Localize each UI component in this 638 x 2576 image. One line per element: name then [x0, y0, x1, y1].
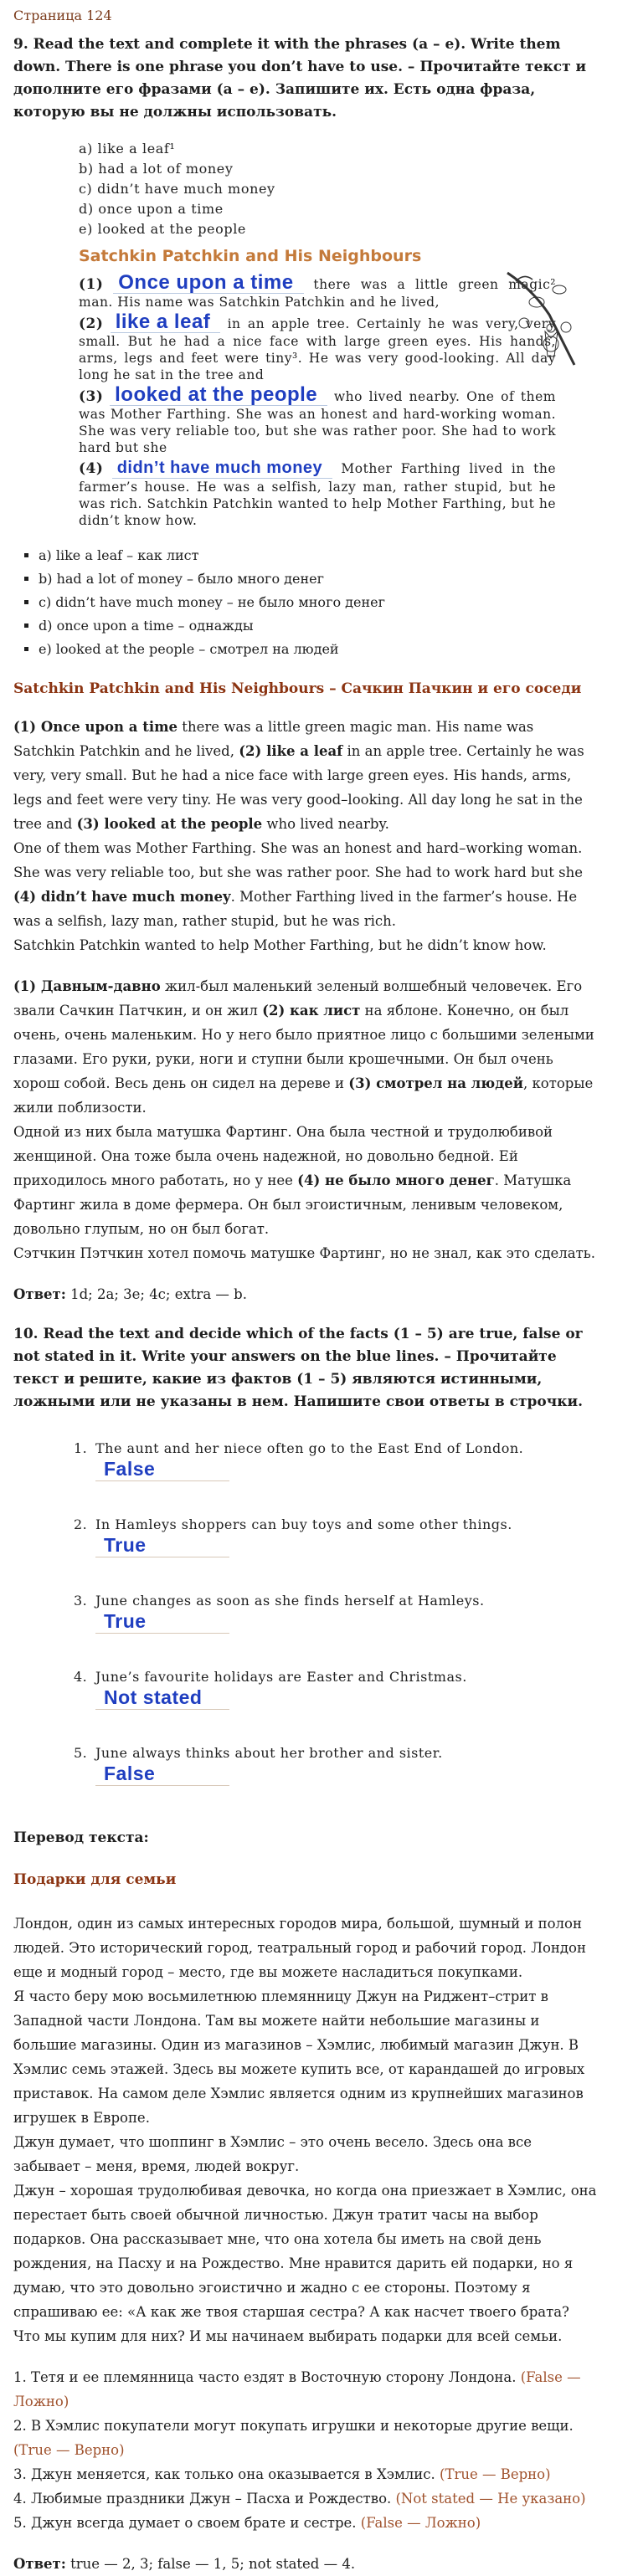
translation-label: Перевод текста: [13, 1829, 149, 1846]
item-text: June changes as soon as she finds herself at Hamleys. [95, 1593, 485, 1609]
section-title: Satchkin Patchkin and His Neighbours – Сачкин Пачкин и его соседи [13, 680, 582, 697]
option-a: a) like a leaf¹ [79, 141, 176, 157]
translation-para: Я часто беру мою восьмилетнюю племянницу Джун на Риджент–стрит в Западной части Лондона. Там вы можете найти небольшие магазины и большие магазины. Один из магазинов – Хэмлис, любимый магазин Джун. В Хэмлис семь этажей. Здесь вы можете купить все, от карандашей до игровых приставок. На самом деле Хэмлис является одним из крупнейших магазинов игрушек в Европе. [13, 1988, 585, 2126]
text: 2. В Хэмлис покупатели могут покупать игрушки и некоторые другие вещи. [13, 2418, 574, 2434]
en-para-3: Satchkin Patchkin wanted to help Mother Farthing, but he didn’t know how. [13, 937, 547, 953]
verdict: (True — Верно) [440, 2466, 551, 2482]
translation-para: Джун – хорошая трудолюбивая девочка, но когда она приезжает в Хэмлис, она перестает быть своей обычной личностью. Джун тратит часы на выбор подарков. Она рассказывает мне, что она хотела бы иметь на свой день рождения, на Пасху и на Рождество. Мне нравится дарить ей подарки, но я думаю, что это довольно эгоистично и жадно с ее стороны. Поэтому я спрашиваю ее: «А как же твоя старшая сестра? А как насчет твоего брата? Что мы купим для них? И мы начинаем выбирать подарки для всей семьи. [13, 2183, 597, 2344]
blank-number: (4) [79, 460, 104, 477]
ru-para-2 [13, 1120, 598, 1241]
item-number: 5. [74, 1745, 88, 1761]
blank-number: (2) [79, 316, 104, 332]
item-text: June always thinks about her brother and sister. [95, 1745, 443, 1761]
text: One of them was Mother Farthing. She was an honest and hard–working woman. She was very reliable too, but she was rather poor. She had to work hard but she [13, 840, 584, 880]
tf-translated-item [13, 2486, 598, 2511]
task10-answer [13, 2552, 598, 2576]
strong: (1) Давным-давно [13, 978, 161, 994]
blank-number: (1) [79, 276, 104, 293]
tf-translated-item [13, 2511, 598, 2535]
translation-para: Джун думает, что шоппинг в Хэмлис – это очень весело. Здесь она все забывает – меня, время, людей вокруг. [13, 2134, 532, 2174]
en-para-1 [13, 715, 598, 836]
tf-answer-1: False [95, 1459, 229, 1481]
text: in an apple tree. Certainly he was very, very small. But he had a nice face with large green eyes. His hands, arms, legs and feet were very tiny. He was very good–looking. All day long he sat in the tree and [13, 743, 584, 832]
tf-answer-2: True [95, 1535, 229, 1557]
text: 1. Тетя и ее племянница часто ездят в Восточную сторону Лондона. [13, 2369, 521, 2385]
strong: (3) looked at the people [76, 816, 263, 832]
item-number: 2. [74, 1516, 88, 1532]
verdict: (False — Ложно) [360, 2515, 481, 2531]
story-text: Mother Farthing lived in the farmer’s house. He was a selfish, lazy man, rather stupid, but he was rich. Satchkin Patchkin wanted to help Mother Farthing, but he didn’t know how. [79, 461, 556, 528]
answer-value: 1d; 2a; 3e; 4c; extra — b. [65, 1286, 247, 1302]
option-e: e) looked at the people [79, 221, 246, 237]
story-para-2 [79, 310, 556, 383]
textbook-scan [13, 139, 598, 529]
answer-blank-4: didn’t have much money [112, 459, 332, 479]
answer-label: Ответ: [13, 2556, 66, 2572]
answer-blank-2: like a leaf [111, 314, 221, 333]
tf-item-4 [74, 1667, 564, 1743]
verdict: (False — Ложно) [13, 2369, 581, 2409]
tf-item-5 [74, 1743, 564, 1786]
apple-tree-illustration [499, 264, 583, 382]
story-para-4 [79, 459, 556, 529]
text: who lived nearby. [262, 816, 389, 832]
answer-blank-3: looked at the people [110, 387, 327, 406]
strong: (2) like a leaf [239, 743, 343, 759]
tf-answer-5: False [95, 1763, 229, 1786]
vocab-list [13, 544, 598, 661]
blank-number: (3) [79, 388, 104, 405]
text: there was a little green magic man. His name was Satchkin Patchkin and he lived, [13, 719, 534, 759]
item-number: 4. [74, 1669, 88, 1685]
story-text: who lived nearby. One of them was Mother Farthing. She was an honest and hard-working woman. She was very reliable too, but she was rather poor. She had to work hard but she [79, 389, 556, 455]
task9-title: 9. Read the text and complete it with the phrases (a – e). Write them down. There is one phrase you don’t have to use. – Прочитайте текст и дополните его фразами (a – e). Запишите их. Есть одна фраза, которую вы не должны использовать. [13, 36, 587, 121]
story-heading: Satchkin Patchkin and His Neighbours [79, 247, 422, 265]
vocab-item: ▪ b) had a lot of money – было много денег [39, 567, 598, 591]
text: . Mother Farthing lived in the farmer’s house. He was a selfish, lazy man, rather stupid, but he was rich. [13, 889, 578, 929]
tf-answer-4: Not stated [95, 1687, 229, 1710]
phrase-options [79, 139, 598, 239]
true-false-list [13, 1439, 598, 1786]
option-d: d) once upon a time [79, 201, 224, 217]
item-number: 3. [74, 1593, 88, 1609]
item-text: June’s favourite holidays are Easter and Christmas. [95, 1669, 467, 1685]
strong: (4) didn’t have much money [13, 889, 231, 905]
task10-title: 10. Read the text and decide which of the facts (1 – 5) are true, false or not stated in it. Write your answers on the blue lines. – Прочитайте текст и решите, какие из фактов (1 – 5) являются истинными, ложными или не указаны в нем. Напишите свои ответы в строчки. [13, 1326, 583, 1410]
en-para-2 [13, 836, 598, 933]
tf-item-1 [74, 1439, 564, 1515]
english-text [13, 715, 598, 957]
text: Одной из них была матушка Фартинг. Она была честной и трудолюбивой женщиной. Она тоже была очень надежной, но довольно бедной. Ей приходилось много работать, но у нее [13, 1124, 553, 1188]
vocab-item: ▪ e) looked at the people – смотрел на людей [39, 638, 598, 661]
option-c: c) didn’t have much money [79, 181, 275, 197]
text: 4. Любимые праздники Джун – Пасха и Рождество. [13, 2491, 396, 2507]
ru-para-3: Сэтчкин Пэтчкин хотел помочь матушке Фартинг, но не знал, как это сделать. [13, 1245, 595, 1261]
verdict: (True — Верно) [13, 2442, 125, 2458]
vocab-item: ▪ d) once upon a time – однажды [39, 614, 598, 638]
text: жил-был маленький зеленый волшебный человечек. Его звали Сачкин Патчкин, и он жил [13, 978, 583, 1019]
text: 3. Джун меняется, как только она оказывается в Хэмлис. [13, 2466, 440, 2482]
answer-blank-1: Once upon a time [113, 275, 303, 294]
tf-translated-list [13, 2365, 598, 2535]
text: на яблоне. Конечно, он был очень, очень маленьким. Но у него было приятное лицо с большими зелеными глазами. Его руки, руки, ноги и ступни были крошечными. Он был очень хорош собой. Весь день он сидел на дереве и [13, 1003, 594, 1091]
story-text: in an apple tree. Certainly he was very, very small. But he had a nice face with large green eyes. His hands, arms, legs and feet were tiny³. He was very good-looking. All day long he sat in the tree and [79, 316, 556, 382]
gift-title: Подарки для семьи [13, 1871, 177, 1888]
item-text: The aunt and her niece often go to the East End of London. [95, 1440, 524, 1456]
text: 5. Джун всегда думает о своем брате и сестре. [13, 2515, 361, 2531]
strong: (1) Once upon a time [13, 719, 178, 735]
tf-item-2 [74, 1515, 564, 1591]
item-text: In Hamleys shoppers can buy toys and some other things. [95, 1516, 512, 1532]
tf-translated-item [13, 2365, 598, 2414]
strong: (3) смотрел на людей [348, 1075, 523, 1091]
verdict: (Not stated — Не указано) [395, 2491, 586, 2507]
answer-label: Ответ: [13, 1286, 66, 1302]
tf-translated-item [13, 2414, 598, 2462]
translation-para: Лондон, один из самых интересных городов мира, большой, шумный и полон людей. Это исторический город, театральный город и рабочий город. Лондон еще и модный город – место, где вы можете насладиться покупками. [13, 1916, 586, 1980]
story-para-1 [79, 271, 556, 310]
text: . Матушка Фартинг жила в доме фермера. Он был эгоистичным, ленивым человеком, довольно глупым, но он был богат. [13, 1173, 572, 1237]
ru-para-1 [13, 974, 598, 1120]
item-number: 1. [74, 1440, 88, 1456]
story-para-3 [79, 383, 556, 456]
page-number: Страница 124 [13, 8, 112, 23]
vocab-item: ▪ c) didn’t have much money – не было много денег [39, 591, 598, 614]
tf-answer-3: True [95, 1611, 229, 1634]
answer-value: true — 2, 3; false — 1, 5; not stated — 4. [65, 2556, 356, 2572]
story-text: there was a little green magic² man. His name was Satchkin Patchkin and he lived, [79, 277, 556, 310]
russian-text [13, 974, 598, 1265]
strong: (4) не было много денег [297, 1173, 495, 1188]
option-b: b) had a lot of money [79, 161, 234, 177]
tf-item-3 [74, 1591, 564, 1667]
task9-answer [13, 1282, 598, 1306]
strong: (2) как лист [262, 1003, 361, 1019]
text: , которые жили поблизости. [13, 1075, 594, 1116]
vocab-item: ▪ a) like a leaf – как лист [39, 544, 598, 567]
translation-text [13, 1911, 598, 2348]
tf-translated-item [13, 2462, 598, 2486]
